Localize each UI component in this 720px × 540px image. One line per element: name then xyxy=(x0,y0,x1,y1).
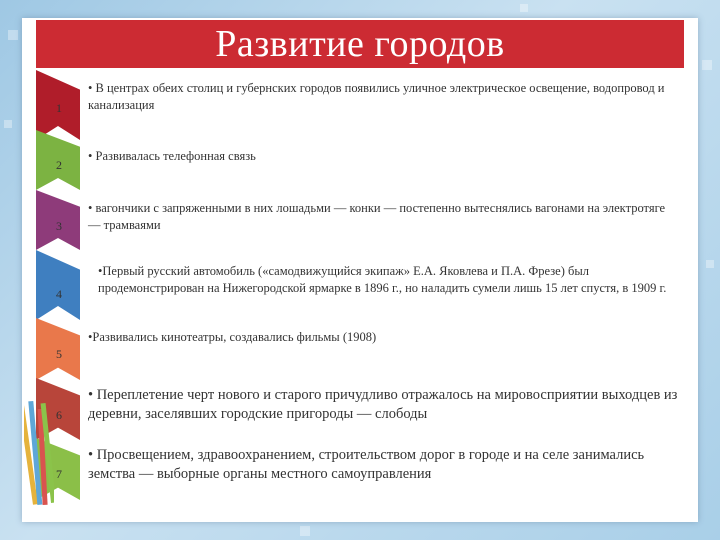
step-number-1: 1 xyxy=(56,101,62,115)
step-text-4: •Первый русский автомобиль («самодвижущийся экипаж» Е.А. Яковлева и П.А. Фрезе) был продемонстрирован на Нижегородской ярмарке в 1896 г., но наладить сумели лишь 15 лет спустя, в 1909 г. xyxy=(98,264,667,295)
step-number-3: 3 xyxy=(56,219,62,233)
step-number-7: 7 xyxy=(56,467,62,481)
title-bar xyxy=(36,20,684,68)
step-text-2: • Развивалась телефонная связь xyxy=(88,149,256,163)
step-text-7: • Просвещением, здравоохранением, строительством дорог в городе и на селе занимались земства — выборные органы местного самоуправления xyxy=(88,447,645,482)
page-title: Развитие городов xyxy=(215,23,505,65)
step-number-4: 4 xyxy=(56,287,62,301)
step-text-1: • В центрах обеих столиц и губернских городов появились уличное электрическое освещение, водопровод и канализация xyxy=(88,81,665,112)
pencils-decoration xyxy=(24,395,54,515)
step-text-5: •Развивались кинотеатры, создавались фильмы (1908) xyxy=(88,330,377,344)
step-number-6: 6 xyxy=(56,408,62,422)
step-text-6: • Переплетение черт нового и старого причудливо отражалось на мировосприятии выходцев из деревни, заселявших городские пригороды — слободы xyxy=(88,387,678,422)
step-number-5: 5 xyxy=(56,347,62,361)
step-text-3: • вагончики с запряженными в них лошадьми — конки — постепенно вытеснялись вагонами на электротяге — трамваями xyxy=(88,201,666,232)
step-number-2: 2 xyxy=(56,158,62,172)
